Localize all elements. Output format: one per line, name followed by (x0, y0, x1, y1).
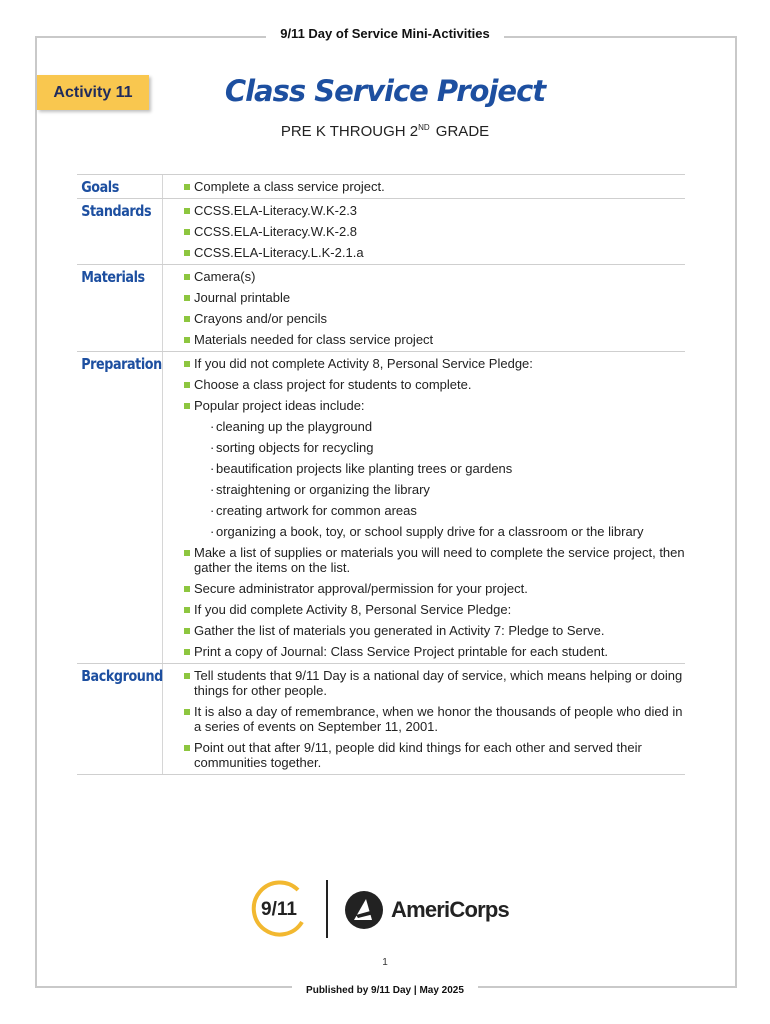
bullet-square-icon (184, 403, 190, 409)
bullet-square-icon (184, 607, 190, 613)
idea-text: organizing a book, toy, or school supply drive for a classroom or the library (216, 524, 644, 539)
page-title: Class Service Project (224, 74, 546, 108)
list-item (183, 740, 685, 770)
section-standards (77, 198, 685, 264)
bullet-square-icon (184, 382, 190, 388)
bullet-dot-icon: · (210, 440, 215, 455)
list-item-text: Camera(s) (194, 269, 256, 284)
americorps-logo-icon (344, 890, 384, 930)
list-item-text: If you did complete Activity 8, Personal Service Pledge: (194, 602, 512, 617)
bullet-square-icon (184, 361, 190, 367)
activity-table (77, 174, 685, 775)
section-body (178, 664, 685, 774)
section-label: Goals (77, 175, 163, 198)
list-item (183, 398, 685, 413)
bullet-square-icon (184, 295, 190, 301)
bullet-square-icon (184, 184, 190, 190)
grade-subtitle-sup: ND (418, 123, 430, 132)
list-item (183, 668, 685, 698)
bullet-square-icon (184, 709, 190, 715)
bullet-square-icon (184, 586, 190, 592)
section-body (178, 265, 685, 351)
list-item (183, 290, 685, 305)
list-item-text: It is also a day of remembrance, when we honor the thousands of people who died in a series of events on September 11, 2001. (194, 704, 683, 734)
bullet-square-icon (184, 316, 190, 322)
list-item (183, 623, 685, 638)
bullet-square-icon (184, 745, 190, 751)
list-item-text: Materials needed for class service project (194, 332, 434, 347)
911-day-logo-icon (250, 878, 308, 938)
list-item (183, 179, 685, 194)
list-item (183, 311, 685, 326)
list-item-text: Make a list of supplies or materials you will need to complete the service project, then gather the items on the list. (194, 545, 685, 575)
bullet-square-icon (184, 337, 190, 343)
section-body (178, 352, 685, 663)
list-item (183, 224, 685, 239)
list-item-text: Point out that after 9/11, people did kind things for each other and served their communities together. (194, 740, 642, 770)
list-item-text: CCSS.ELA-Literacy.W.K-2.3 (194, 203, 358, 218)
list-item (183, 377, 685, 392)
idea-item (210, 482, 685, 497)
section-label: Background (77, 664, 163, 774)
list-item-text: Complete a class service project. (194, 179, 385, 194)
bullet-square-icon (184, 229, 190, 235)
list-item-text: Choose a class project for students to complete. (194, 377, 472, 392)
idea-item (210, 419, 685, 434)
page-number: 1 (382, 957, 388, 968)
bullet-dot-icon: · (210, 503, 215, 518)
section-label: Materials (77, 265, 163, 351)
bullet-square-icon (184, 274, 190, 280)
bullet-square-icon (184, 250, 190, 256)
list-item (183, 602, 685, 617)
grade-subtitle (0, 123, 770, 140)
list-item (183, 356, 685, 371)
idea-item (210, 461, 685, 476)
published-line-wrap (0, 980, 770, 998)
section-label: Preparation (77, 352, 163, 663)
list-item (183, 545, 685, 575)
published-line: Published by 9/11 Day | May 2025 (292, 985, 478, 996)
grade-subtitle-main: PRE K THROUGH 2 (280, 123, 419, 140)
idea-text: cleaning up the playground (216, 419, 373, 434)
bullet-square-icon (184, 649, 190, 655)
list-item (183, 203, 685, 218)
list-item-text: Tell students that 9/11 Day is a national day of service, which means helping or doing things for other people. (194, 668, 683, 698)
idea-text: straightening or organizing the library (216, 482, 430, 497)
idea-item (210, 524, 685, 539)
grade-subtitle-tail: GRADE (431, 123, 490, 140)
section-background (77, 663, 685, 775)
list-item (183, 269, 685, 284)
activity-badge: Activity 11 (37, 75, 149, 110)
series-title: 9/11 Day of Service Mini-Activities (266, 26, 504, 41)
section-body (178, 175, 685, 198)
section-label: Standards (77, 199, 163, 264)
list-item-text: Secure administrator approval/permission for your project. (194, 581, 528, 596)
list-item-text: Journal printable (194, 290, 291, 305)
section-goals (77, 174, 685, 198)
bullet-square-icon (184, 550, 190, 556)
section-body (178, 199, 685, 264)
idea-text: sorting objects for recycling (216, 440, 374, 455)
list-item-text: CCSS.ELA-Literacy.L.K-2.1.a (194, 245, 364, 260)
list-item (183, 245, 685, 260)
section-preparation (77, 351, 685, 663)
bullet-dot-icon: · (210, 461, 215, 476)
list-item-text: CCSS.ELA-Literacy.W.K-2.8 (194, 224, 358, 239)
list-item (183, 581, 685, 596)
idea-item (210, 503, 685, 518)
list-item-text: Print a copy of Journal: Class Service Project printable for each student. (194, 644, 609, 659)
bullet-dot-icon: · (210, 482, 215, 497)
section-materials (77, 264, 685, 351)
911-logo-text: 9/11 (261, 899, 297, 920)
logo-row (250, 878, 520, 940)
bullet-square-icon (184, 673, 190, 679)
bullet-square-icon (184, 628, 190, 634)
logo-divider (326, 880, 328, 938)
americorps-logo-text: AmeriCorps (391, 897, 509, 922)
list-item (183, 332, 685, 347)
idea-item (210, 440, 685, 455)
idea-text: beautification projects like planting trees or gardens (216, 461, 513, 476)
idea-text: creating artwork for common areas (216, 503, 417, 518)
list-item (183, 644, 685, 659)
bullet-dot-icon: · (210, 524, 215, 539)
bullet-square-icon (184, 208, 190, 214)
list-item-text: Popular project ideas include: (194, 398, 365, 413)
list-item-text: Gather the list of materials you generated in Activity 7: Pledge to Serve. (194, 623, 605, 638)
list-item-text: Crayons and/or pencils (194, 311, 327, 326)
bullet-dot-icon: · (210, 419, 215, 434)
list-item-text: If you did not complete Activity 8, Personal Service Pledge: (194, 356, 533, 371)
list-item (183, 704, 685, 734)
